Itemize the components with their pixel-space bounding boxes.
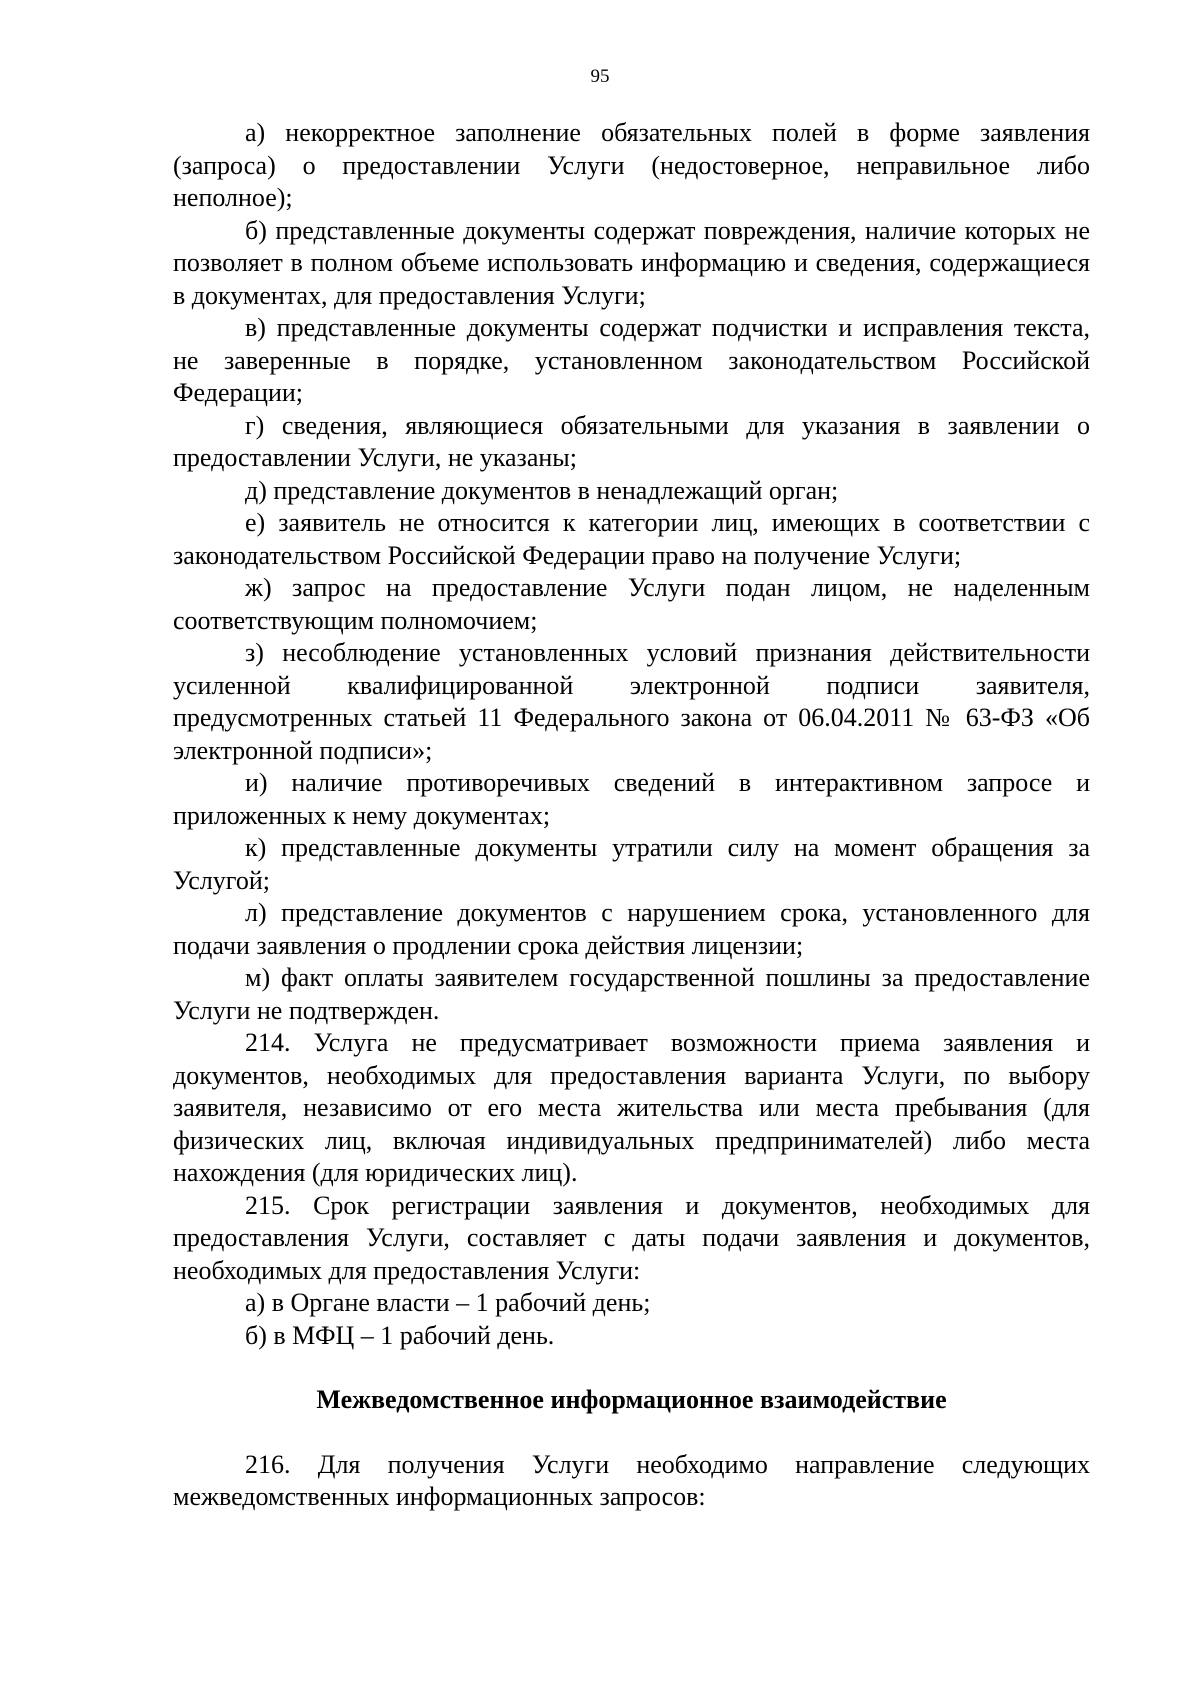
- paragraph-214: 214. Услуга не предусматривает возможности приема заявления и документов, необходимых для предоставления варианта Услуги, по выбору заявителя, независимо от его места жительства или места пребывания (для физических лиц, включая индивидуальных предпринимателей) либо места нахождения (для юридических лиц).: [173, 1028, 1090, 1187]
- paragraph-d-wrong-authority: д) представление документов в ненадлежащий орган;: [245, 475, 839, 505]
- paragraph-g-missing-info: г) сведения, являющиеся обязательными для указания в заявлении о предоставлении Услуги, не указаны;: [173, 410, 1090, 472]
- section-heading: Межведомственное информационное взаимодействие: [316, 1385, 947, 1414]
- paragraph-215-b: б) в МФЦ – 1 рабочий день.: [245, 1320, 555, 1350]
- paragraph-zh-no-authority: ж) запрос на предоставление Услуги подан лицом, не наделенным соответствующим полномочием;: [173, 573, 1090, 635]
- paragraph-216: 216. Для получения Услуги необходимо направление следующих межведомственных информационных запросов:: [173, 1449, 1090, 1511]
- paragraph-m-fee-unconfirmed: м) факт оплаты заявителем государственной пошлины за предоставление Услуги не подтвержден.: [173, 963, 1090, 1025]
- paragraph-l-deadline-violation: л) представление документов с нарушением срока, установленного для подачи заявления о продлении срока действия лицензии;: [173, 898, 1090, 960]
- paragraph-215-a: а) в Органе власти – 1 рабочий день;: [245, 1288, 651, 1317]
- paragraph-a-incorrect-fields: а) некорректное заполнение обязательных полей в форме заявления (запроса) о предоставлении Услуги (недостоверное, неправильное либо неполное);: [173, 118, 1090, 212]
- paragraph-i-contradictions: и) наличие противоречивых сведений в интерактивном запросе и приложенных к нему документах;: [173, 768, 1090, 830]
- paragraph-v-corrections: в) представленные документы содержат подчистки и исправления текста, не заверенные в порядке, установленном законодательством Российской Федерации;: [173, 313, 1090, 407]
- page-number: 95: [590, 66, 610, 87]
- document-body: [173, 117, 1090, 1514]
- paragraph-k-expired-documents: к) представленные документы утратили силу на момент обращения за Услугой;: [173, 833, 1090, 895]
- paragraph-215: 215. Срок регистрации заявления и документов, необходимых для предоставления Услуги, составляет с даты подачи заявления и документов, необходимых для предоставления Услуги:: [173, 1190, 1090, 1285]
- paragraph-e-ineligible-applicant: е) заявитель не относится к категории лиц, имеющих в соответствии с законодательством Российской Федерации право на получение Услуги;: [173, 508, 1090, 570]
- paragraph-b-damaged-documents: б) представленные документы содержат повреждения, наличие которых не позволяет в полном объеме использовать информацию и сведения, содержащиеся в документах, для предоставления Услуги;: [173, 215, 1090, 310]
- paragraph-z-signature: з) несоблюдение установленных условий признания действительности усиленной квалифицированной электронной подписи заявителя, предусмотренных статьей 11 Федерального закона от 06.04.2011 № 63-ФЗ «Об электронной подписи»;: [173, 638, 1090, 765]
